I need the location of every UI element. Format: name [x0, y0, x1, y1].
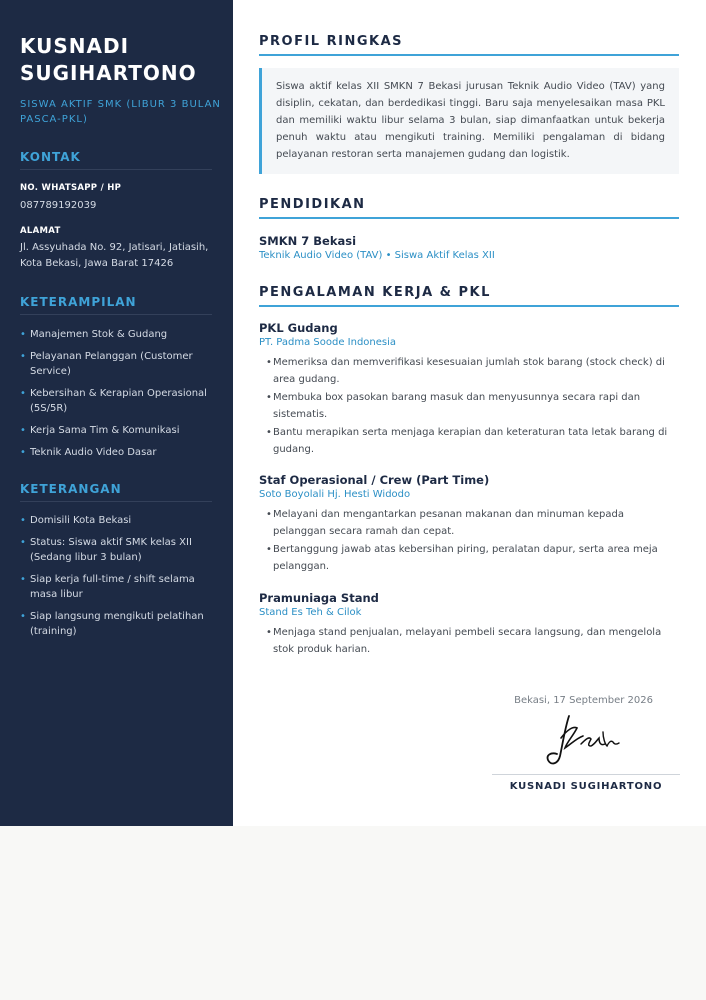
sidebar: [0, 0, 233, 826]
candidate-tagline: SISWA AKTIF SMK (LIBUR 3 BULAN PASCA-PKL): [20, 99, 221, 125]
skills-list: [20, 327, 220, 467]
skill-item: • Kerja Sama Tim & Komunikasi: [20, 423, 220, 438]
notes-list: [20, 513, 220, 646]
skill-item: • Kebersihan & Kerapian Operasional (5S/5R): [20, 386, 220, 416]
note-item: • Siap kerja full-time / shift selama masa libur: [20, 572, 220, 602]
job-duties: [266, 507, 680, 577]
phone-value: 087789192039: [20, 200, 97, 211]
job-duty: • Melayani dan mengantarkan pesanan makanan dan minuman kepada pelanggan secara ramah dan cepat.: [266, 507, 680, 540]
summary-heading: PROFIL RINGKAS: [259, 34, 679, 56]
main-content: [233, 0, 706, 826]
job-company: Soto Boyolali Hj. Hesti Widodo: [259, 489, 411, 500]
job-duty: • Memeriksa dan memverifikasi kesesuaian jumlah stok barang (stock check) di area gudang.: [266, 355, 680, 388]
job-title: PKL Gudang: [259, 321, 338, 335]
skill-item: • Pelayanan Pelanggan (Customer Service): [20, 349, 220, 379]
education-heading: PENDIDIKAN: [259, 197, 679, 219]
skills-heading: KETERAMPILAN: [20, 295, 212, 315]
note-item: • Domisili Kota Bekasi: [20, 513, 220, 528]
summary-text: Siswa aktif kelas XII SMKN 7 Bekasi jurusan Teknik Audio Video (TAV) yang disiplin, cekatan, dan berdedikasi tinggi. Baru saja menyelesaikan masa PKL dan memiliki waktu libur selama 3 bulan, siap dimanfaatkan untuk bekerja penuh waktu atau mengikuti training. Memiliki pengalaman di bidang pelayanan restoran serta manajemen gudang dan logistik.: [259, 68, 679, 174]
job-duty: • Membuka box pasokan barang masuk dan menyusunnya secara rapi dan sistematis.: [266, 390, 680, 423]
job-title: Pramuniaga Stand: [259, 591, 379, 605]
skill-item: • Manajemen Stok & Gudang: [20, 327, 220, 342]
school-detail: Teknik Audio Video (TAV) • Siswa Aktif Kelas XII: [259, 250, 495, 261]
skill-item: • Teknik Audio Video Dasar: [20, 445, 220, 460]
job-duties: [266, 355, 680, 460]
job-duty: • Bertanggung jawab atas kebersihan piring, peralatan dapur, serta area meja pelanggan.: [266, 542, 680, 575]
signature-line: [492, 774, 680, 775]
job-title: Staf Operasional / Crew (Part Time): [259, 473, 490, 487]
signature-name: KUSNADI SUGIHARTONO: [509, 781, 663, 792]
handwritten-signature: [543, 708, 623, 770]
contact-heading: KONTAK: [20, 150, 212, 170]
school-name: SMKN 7 Bekasi: [259, 234, 357, 248]
phone-label: NO. WHATSAPP / HP: [20, 183, 122, 193]
signature-date: Bekasi, 17 September 2026: [514, 695, 653, 706]
job-duty: • Menjaga stand penjualan, melayani pembeli secara langsung, dan mengelola stok produk harian.: [266, 625, 680, 658]
job-company: PT. Padma Soode Indonesia: [259, 337, 397, 348]
job-company: Stand Es Teh & Cilok: [259, 607, 362, 618]
candidate-name: KUSNADI SUGIHARTONO: [20, 34, 197, 85]
job-duties: [266, 625, 680, 660]
notes-heading: KETERANGAN: [20, 482, 212, 502]
experience-heading: PENGALAMAN KERJA & PKL: [259, 285, 679, 307]
note-item: • Status: Siswa aktif SMK kelas XII (Sedang libur 3 bulan): [20, 535, 220, 565]
address-value: Jl. Assyuhada No. 92, Jatisari, Jatiasih, Kota Bekasi, Jawa Barat 17426: [20, 242, 209, 269]
job-duty: • Bantu merapikan serta menjaga kerapian dan keteraturan tata letak barang di gudang.: [266, 425, 680, 458]
note-item: • Siap langsung mengikuti pelatihan (training): [20, 609, 220, 639]
address-label: ALAMAT: [20, 226, 61, 236]
